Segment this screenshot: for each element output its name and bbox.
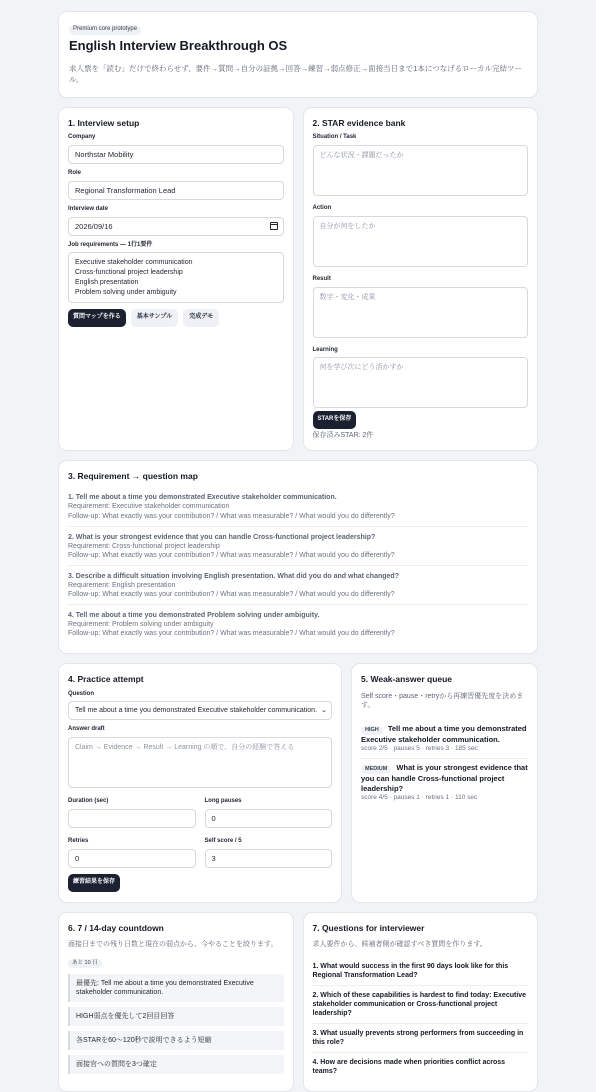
save-star-button[interactable]: STARを保存: [313, 411, 357, 429]
star-evidence-card: [303, 107, 539, 451]
row-countdown-interviewer: [58, 912, 538, 1092]
build-question-map-button[interactable]: 質問マップを作る: [68, 309, 126, 327]
company-input[interactable]: Northstar Mobility: [68, 145, 284, 164]
company-label: Company: [68, 134, 96, 141]
date-label: Interview date: [68, 205, 109, 212]
section-title-interviewer: 7. Questions for interviewer: [312, 922, 425, 933]
page-title: English Interview Breakthrough OS: [69, 37, 288, 53]
answer-draft-textarea[interactable]: Claim → Evidence → Result → Learning の順で、自分の経験で答える: [68, 737, 332, 788]
section-title-countdown: 6. 7 / 14-day countdown: [68, 922, 164, 933]
list-item: 1. What would success in the first 90 days look like for this Regional Transformation Lead?: [313, 957, 529, 986]
calendar-icon[interactable]: [270, 222, 278, 230]
list-item[interactable]: [361, 720, 528, 759]
long-pauses-label: Long pauses: [204, 798, 242, 805]
list-item: 最優先: Tell me about a time you demonstrated Executive stakeholder communication.: [68, 974, 284, 1002]
weak-question-meta: score 2/5 · pauses 5 · retries 3 · 185 sec: [361, 744, 478, 752]
retries-input[interactable]: 0: [68, 849, 196, 868]
answer-draft-label: Answer draft: [68, 726, 105, 733]
list-item: [68, 566, 528, 605]
qmap-question: 2. What is your strongest evidence that you can handle Cross-functional project leadership?: [68, 533, 376, 541]
requirement-line: Problem solving under ambiguity: [75, 288, 177, 296]
section-title-practice: 4. Practice attempt: [68, 674, 144, 685]
requirement-line: Cross-functional project leadership: [75, 269, 183, 277]
countdown-description: 面接日までの残り日数と現在の弱点から、今やることを絞ります。: [68, 940, 278, 948]
weak-question-meta: score 4/5 · pauses 1 · retries 1 · 110 sec: [361, 793, 478, 801]
basic-sample-button[interactable]: 基本サンプル: [131, 309, 178, 327]
priority-badge: HIGH: [361, 726, 383, 735]
learning-textarea[interactable]: 何を学び次にどう活かすか: [313, 357, 529, 408]
qmap-requirement: Requirement: English presentation: [68, 582, 176, 590]
section-title-setup: 1. Interview setup: [68, 118, 140, 129]
interviewer-description: 求人要件から、候補者側が確認すべき質問を作ります。: [312, 940, 487, 948]
question-label: Question: [68, 690, 95, 697]
qmap-question: 3. Describe a difficult situation involving English presentation. What did you do and what changed?: [68, 572, 399, 580]
saved-star-count: 保存済みSTAR: 2件: [312, 432, 374, 440]
list-item: 各STARを60〜120秒で説明できるよう短縮: [68, 1031, 284, 1050]
weak-answer-queue-card: [351, 663, 538, 902]
duration-label: Duration (sec): [68, 798, 109, 805]
qmap-requirement: Requirement: Executive stakeholder communication: [68, 503, 230, 511]
interview-date-value: 2026/09/16: [75, 221, 113, 231]
priority-badge: MEDIUM: [361, 765, 391, 774]
list-item: 3. What usually prevents strong performers from succeeding in this role?: [313, 1024, 529, 1053]
qmap-followup: Follow-up: What exactly was your contribution? / What was measurable? / What would you do differently?: [68, 551, 395, 559]
qmap-followup: Follow-up: What exactly was your contribution? / What was measurable? / What would you do differently?: [68, 630, 395, 638]
role-input[interactable]: Regional Transformation Lead: [68, 181, 284, 200]
section-title-qmap: 3. Requirement → question map: [68, 471, 198, 482]
weak-queue-description: Self score・pause・retryから再練習優先度を決めます。: [361, 692, 524, 709]
section-title-weak: 5. Weak-answer queue: [361, 674, 453, 685]
result-textarea[interactable]: 数字・変化・成果: [313, 287, 529, 338]
retries-label: Retries: [68, 837, 89, 844]
qmap-followup: Follow-up: What exactly was your contribution? / What was measurable? / What would you do differently?: [68, 591, 395, 599]
result-label: Result: [312, 275, 331, 282]
role-label: Role: [68, 170, 82, 177]
weak-question-title: Tell me about a time you demonstrated Executive stakeholder communication.: [361, 723, 527, 744]
list-item: 2. Which of these capabilities is hardest to find today: Executive stakeholder communication or Cross-functional project leadership?: [313, 986, 529, 1024]
self-score-label: Self score / 5: [204, 837, 242, 844]
complete-demo-button[interactable]: 完成デモ: [183, 309, 219, 327]
situation-textarea[interactable]: どんな状況・課題だったか: [313, 145, 529, 196]
hero-card: [58, 11, 538, 98]
weak-question-title: What is your strongest evidence that you can handle Cross-functional project leadership?: [361, 763, 528, 793]
list-item[interactable]: [361, 759, 528, 807]
countdown-card: [58, 912, 294, 1092]
requirements-textarea[interactable]: [68, 252, 284, 303]
qmap-requirement: Requirement: Cross-functional project leadership: [68, 542, 220, 550]
list-item: HIGH弱点を優先して2回目回答: [68, 1007, 284, 1026]
list-item: [68, 527, 528, 566]
section-title-star: 2. STAR evidence bank: [312, 118, 406, 129]
row-setup-star: [58, 107, 538, 451]
requirement-line: Executive stakeholder communication: [75, 259, 193, 267]
hero-description: 求人票を「読む」だけで終わらせず、要件→質問→自分の証拠→回答→練習→弱点修正→面接当日まで1本につなげるローカル完結ツール。: [69, 63, 523, 84]
duration-input[interactable]: [68, 809, 196, 828]
question-select-value: Tell me about a time you demonstrated Executive stakeholder communication.: [75, 707, 318, 715]
practice-attempt-card: [58, 663, 342, 902]
prototype-badge: Premium core prototype: [69, 25, 141, 35]
list-item: 面接官への質問を3つ確定: [68, 1055, 284, 1074]
row-practice-weak: [58, 663, 538, 902]
interview-date-input[interactable]: [68, 217, 284, 236]
learning-label: Learning: [312, 346, 338, 353]
action-label: Action: [312, 205, 332, 212]
situation-label: Situation / Task: [312, 134, 357, 141]
list-item: 4. How are decisions made when priorities conflict across teams?: [312, 1059, 506, 1076]
days-left-badge: あと 10 日: [68, 959, 102, 968]
requirement-line: English presentation: [75, 279, 139, 287]
qmap-requirement: Requirement: Problem solving under ambiguity: [68, 621, 214, 629]
save-practice-button[interactable]: 練習結果を保存: [68, 874, 120, 892]
qmap-question: 1. Tell me about a time you demonstrated Executive stakeholder communication.: [68, 494, 337, 502]
long-pauses-input[interactable]: 0: [205, 809, 333, 828]
question-select[interactable]: [68, 701, 332, 720]
requirements-label: Job requirements — 1行1要件: [68, 241, 153, 248]
interviewer-questions-card: [303, 912, 539, 1092]
qmap-followup: Follow-up: What exactly was your contribution? / What was measurable? / What would you do differently?: [68, 512, 395, 520]
chevron-down-icon: ⌄: [321, 707, 328, 715]
list-item: [68, 605, 528, 643]
interview-setup-card: [58, 107, 294, 451]
action-textarea[interactable]: 自分が何をしたか: [313, 216, 529, 267]
question-map-card: [58, 460, 538, 654]
self-score-input[interactable]: 3: [205, 849, 333, 868]
list-item: [68, 487, 528, 526]
qmap-question: 4. Tell me about a time you demonstrated Problem solving under ambiguity.: [68, 612, 320, 620]
